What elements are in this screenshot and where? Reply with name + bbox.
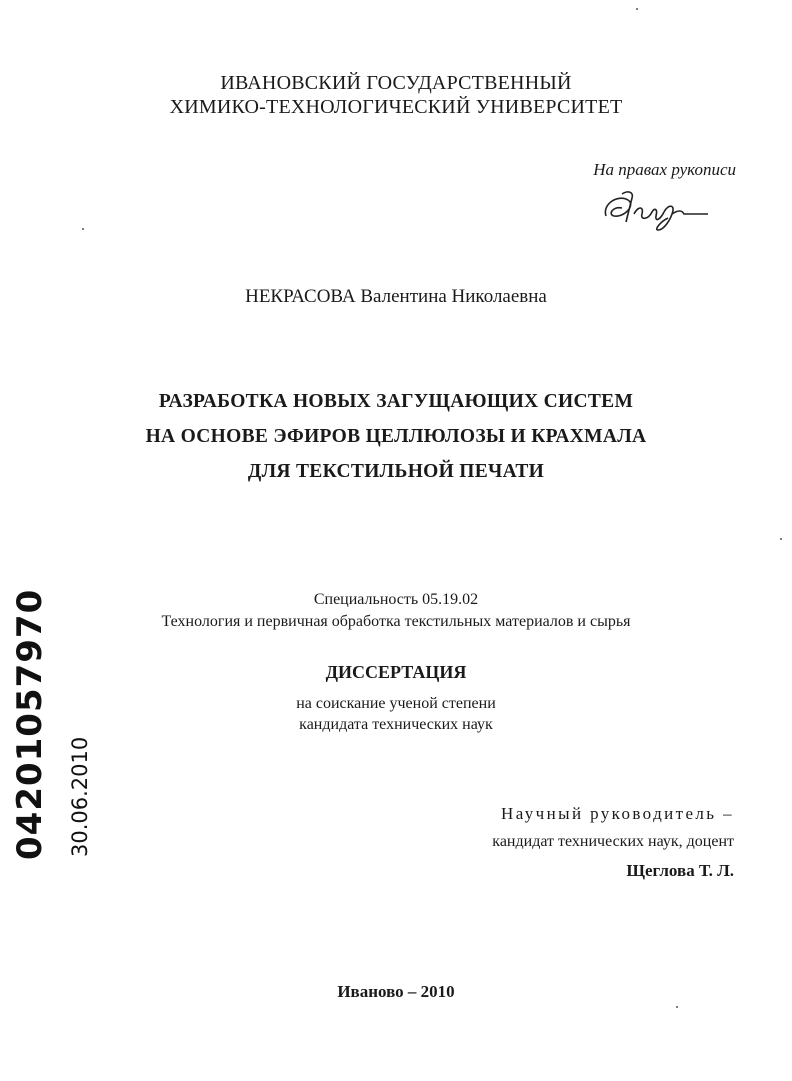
library-stamp-id: 04201057970 [10, 588, 50, 860]
thesis-title-line-3: ДЛЯ ТЕКСТИЛЬНОЙ ПЕЧАТИ [247, 461, 545, 482]
library-stamp-date: 30.06.2010 [68, 736, 92, 857]
author-name: НЕКРАСОВА Валентина Николаевна [245, 286, 547, 307]
degree-line-1: на соискание ученой степени [296, 695, 496, 712]
supervisor-name: Щеглова Т. Л. [626, 861, 734, 880]
thesis-title-line-1: РАЗРАБОТКА НОВЫХ ЗАГУЩАЮЩИХ СИСТЕМ [158, 391, 634, 412]
handwritten-signature [598, 186, 718, 234]
degree-line-2: кандидата технических наук [299, 716, 493, 733]
specialty-name: Технология и первичная обработка текстильных материалов и сырья [161, 613, 631, 630]
university-name-line-2: ХИМИКО-ТЕХНОЛОГИЧЕСКИЙ УНИВЕРСИТЕТ [169, 96, 623, 118]
scan-speck [636, 8, 638, 10]
document-type: ДИССЕРТАЦИЯ [325, 662, 467, 682]
specialty-code: Специальность 05.19.02 [313, 591, 479, 608]
scan-speck [780, 538, 782, 540]
manuscript-note: На правах рукописи [593, 160, 736, 179]
library-stamp [8, 588, 98, 860]
university-name-line-1: ИВАНОВСКИЙ ГОСУДАРСТВЕННЫЙ [220, 72, 572, 94]
thesis-title-line-2: НА ОСНОВЕ ЭФИРОВ ЦЕЛЛЮЛОЗЫ И КРАХМАЛА [145, 426, 647, 447]
scan-speck [676, 1006, 678, 1008]
supervisor-degree: кандидат технических наук, доцент [492, 833, 734, 850]
city-year: Иваново – 2010 [337, 982, 455, 1001]
scan-speck [82, 228, 84, 230]
supervisor-role: Научный руководитель – [501, 804, 734, 823]
